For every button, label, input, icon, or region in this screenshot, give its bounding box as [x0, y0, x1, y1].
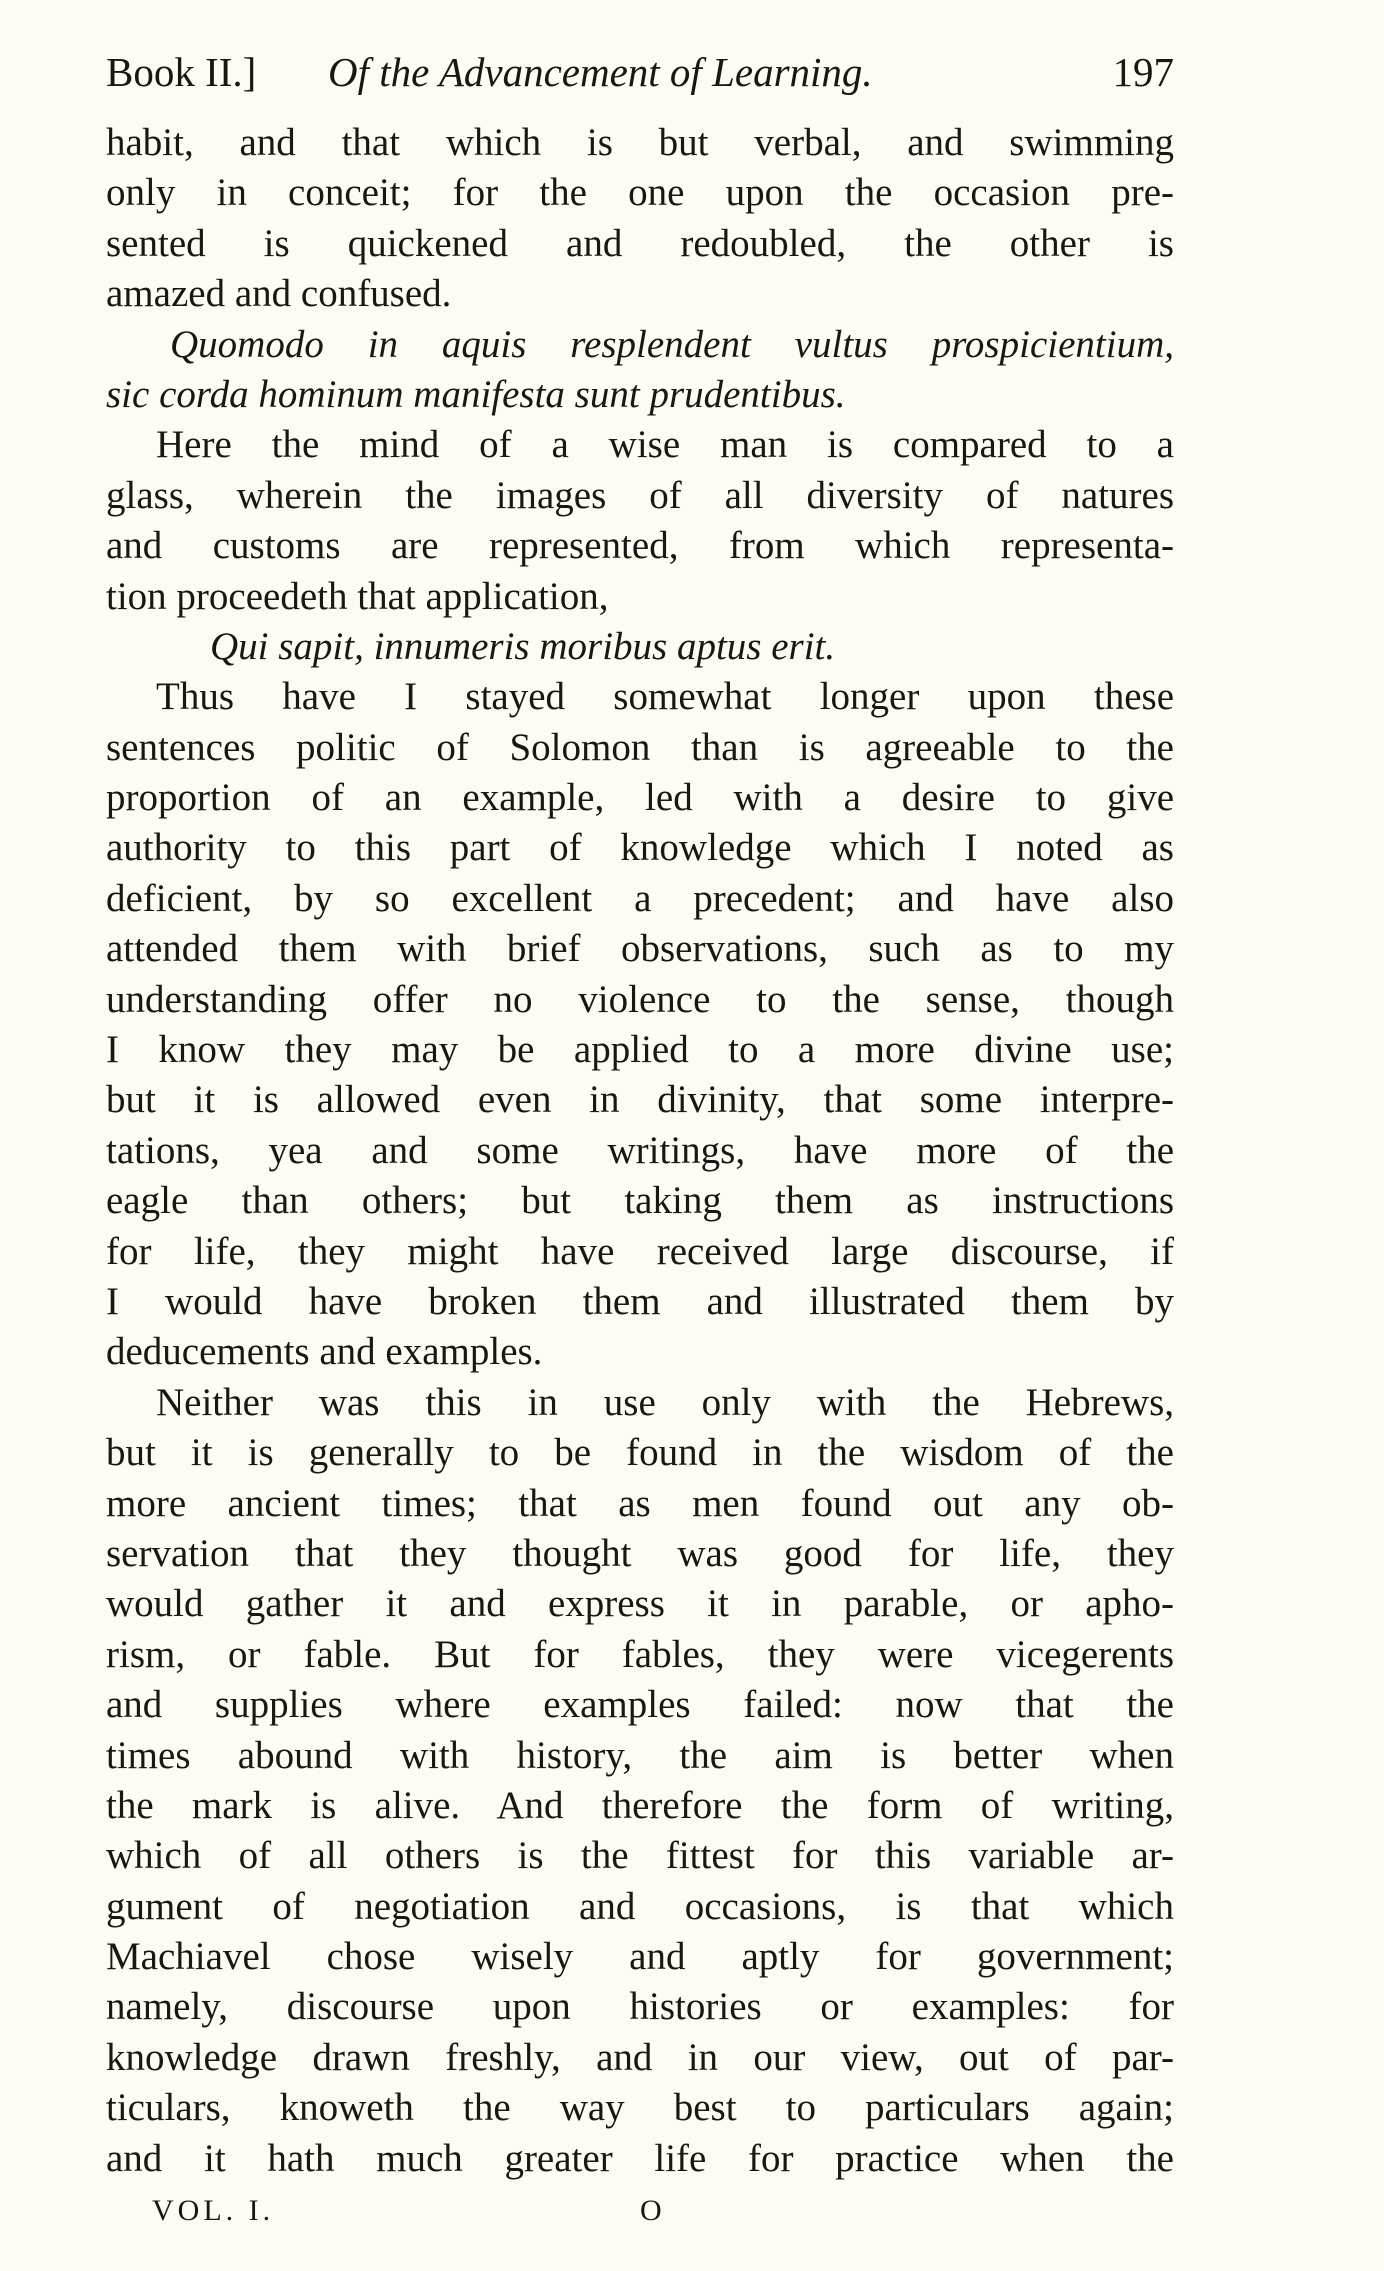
text-line: deficient, by so excellent a precedent; and have also [106, 876, 1174, 920]
text-line: times abound with history, the aim is better when [106, 1733, 1174, 1777]
paragraph-start-line: Thus have I stayed somewhat longer upon these [156, 675, 1174, 719]
text-line: tion proceedeth that application, [106, 574, 609, 618]
text-line: but it is allowed even in divinity, that some interpre- [106, 1078, 1174, 1122]
paragraph-start-line: Here the mind of a wise man is compared to a [156, 423, 1174, 467]
text-line: namely, discourse upon histories or examples: for [106, 1985, 1174, 2029]
text-body [106, 118, 1174, 2184]
latin-quote-line: sic corda hominum manifesta sunt prudentibus. [106, 372, 846, 416]
text-line: Machiavel chose wisely and aptly for government; [106, 1935, 1174, 1979]
text-line: servation that they thought was good for life, they [106, 1531, 1174, 1575]
volume-signature: VOL. I. [152, 2194, 275, 2227]
text-line: tations, yea and some writings, have more of the [106, 1128, 1174, 1172]
running-title: Of the Advancement of Learning. [328, 49, 873, 95]
signature-mark: O [640, 2194, 666, 2227]
text-line: only in conceit; for the one upon the occasion pre- [106, 171, 1174, 215]
text-line: deducements and examples. [106, 1330, 543, 1374]
text-line: and customs are represented, from which representa- [106, 524, 1174, 568]
paragraph-start-line: Neither was this in use only with the Hebrews, [156, 1380, 1174, 1424]
text-line: more ancient times; that as men found out any ob- [106, 1481, 1174, 1525]
text-line: would gather it and express it in parable, or apho- [106, 1582, 1174, 1626]
text-line: habit, and that which is but verbal, and swimming [106, 121, 1174, 164]
text-line: rism, or fable. But for fables, they were vicegerents [106, 1632, 1174, 1676]
page-number: 197 [1112, 49, 1174, 95]
text-line: and supplies where examples failed: now that the [106, 1683, 1174, 1727]
text-line: ticulars, knoweth the way best to particulars again; [106, 2086, 1174, 2130]
text-line: glass, wherein the images of all diversity of natures [106, 473, 1174, 517]
text-line: proportion of an example, led with a desire to give [106, 776, 1174, 820]
text-line: and it hath much greater life for practice when the [106, 2136, 1174, 2180]
text-line: authority to this part of knowledge which I noted as [106, 826, 1174, 870]
text-line: the mark is alive. And therefore the form of writing, [106, 1783, 1174, 1827]
text-line: gument of negotiation and occasions, is that which [106, 1884, 1174, 1928]
text-line: which of all others is the fittest for this variable ar- [106, 1834, 1174, 1878]
text-line: knowledge drawn freshly, and in our view, out of par- [106, 2035, 1174, 2079]
text-line: but it is generally to be found in the wisdom of the [106, 1431, 1174, 1475]
text-line: for life, they might have received large discourse, if [106, 1229, 1174, 1273]
running-header [106, 44, 1174, 100]
text-line: sentences politic of Solomon than is agreeable to the [106, 725, 1174, 769]
latin-quote-line: Qui sapit, innumeris moribus aptus erit. [210, 624, 836, 668]
text-line: amazed and confused. [106, 272, 452, 316]
text-line: attended them with brief observations, such as to my [106, 927, 1174, 971]
latin-quote-line: Quomodo in aquis resplendent vultus prospicientium, [170, 322, 1174, 366]
page-footer [0, 2186, 1384, 2236]
book-label: Book II.] [106, 49, 257, 95]
text-line: sented is quickened and redoubled, the other is [106, 221, 1174, 265]
text-line: I know they may be applied to a more divine use; [106, 1028, 1174, 1072]
text-line: I would have broken them and illustrated them by [106, 1279, 1174, 1323]
text-line: eagle than others; but taking them as instructions [106, 1179, 1174, 1223]
text-line: understanding offer no violence to the sense, though [106, 977, 1174, 1021]
